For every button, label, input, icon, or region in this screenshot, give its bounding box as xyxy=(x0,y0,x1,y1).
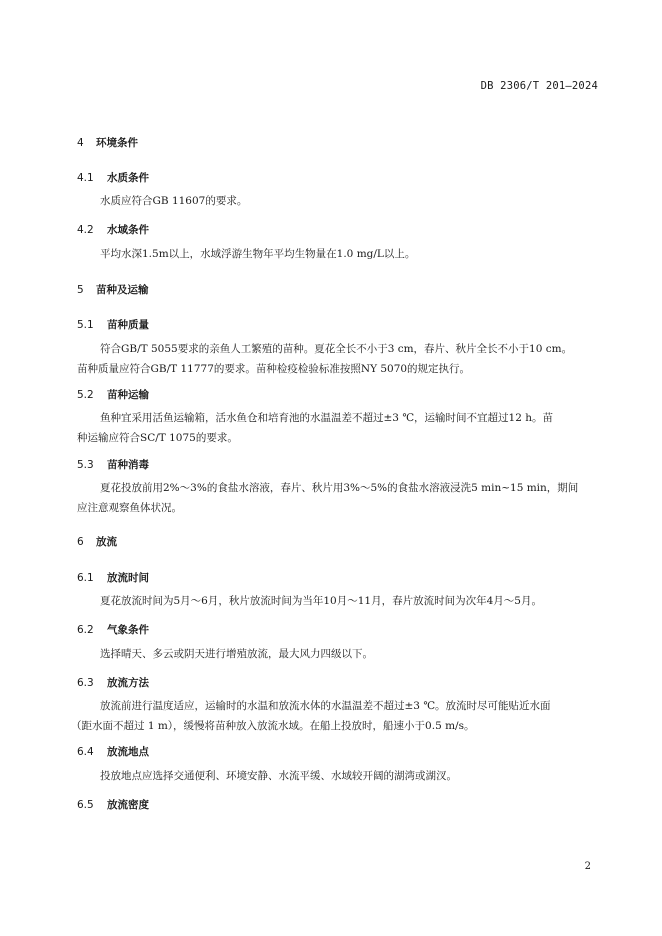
page-number: 2 xyxy=(584,861,591,872)
heading-section-5 xyxy=(77,282,149,297)
section-number: 6.4 xyxy=(77,746,94,758)
heading-section-4-2 xyxy=(77,222,149,237)
section-title: 环境条件 xyxy=(96,137,138,149)
section-title: 放流密度 xyxy=(107,799,149,811)
heading-section-6-5 xyxy=(77,797,149,812)
heading-section-4 xyxy=(77,135,138,150)
section-number: 5 xyxy=(77,284,84,296)
heading-section-6 xyxy=(77,534,117,549)
section-title: 苗种及运输 xyxy=(96,284,149,296)
paragraph-line: 平均水深1.5m以上，水域浮游生物年平均生物量在1.0 mg/L以上。 xyxy=(100,248,416,260)
section-title: 放流方法 xyxy=(107,677,149,689)
section-number: 6.2 xyxy=(77,624,94,636)
paragraph-line: （距水面不超过 1 m），缓慢将苗种放入放流水域。在船上投放时，船速小于0.5 m/s。 xyxy=(71,720,475,732)
section-title: 水质条件 xyxy=(107,172,149,184)
paragraph-line: 夏花放流时间为5月～6月，秋片放流时间为当年10月～11月，春片放流时间为次年4月～5月。 xyxy=(100,595,542,607)
paragraph-4-1 xyxy=(77,191,603,211)
section-title: 放流地点 xyxy=(107,746,149,758)
section-number: 5.1 xyxy=(77,319,94,331)
section-number: 4.2 xyxy=(77,224,94,236)
section-number: 5.2 xyxy=(77,389,94,401)
paragraph-line: 符合GB/T 5055要求的亲鱼人工繁殖的苗种。夏花全长不小于3 cm，春片、秋片全长不小于10 cm。 xyxy=(100,343,573,355)
heading-section-5-2 xyxy=(77,387,149,402)
heading-section-6-1 xyxy=(77,570,149,585)
section-number: 6.1 xyxy=(77,572,94,584)
document-code: DB 2306/T 201—2024 xyxy=(480,80,598,92)
paragraph-line: 放流前进行温度适应，运输时的水温和放流水体的水温温差不超过±3 ℃。放流时尽可能贴近水面 xyxy=(100,700,551,712)
paragraph-6-4 xyxy=(77,766,603,786)
section-title: 放流时间 xyxy=(107,572,149,584)
paragraph-6-1 xyxy=(77,591,603,611)
section-title: 气象条件 xyxy=(107,624,149,636)
heading-section-4-1 xyxy=(77,170,149,185)
section-number: 4 xyxy=(77,137,84,149)
section-title: 苗种运输 xyxy=(107,389,149,401)
paragraph-line: 应注意观察鱼体状况。 xyxy=(77,502,182,514)
section-title: 苗种质量 xyxy=(107,319,149,331)
section-number: 4.1 xyxy=(77,172,94,184)
section-title: 放流 xyxy=(96,536,117,548)
section-number: 6 xyxy=(77,536,84,548)
paragraph-5-1 xyxy=(77,339,603,379)
paragraph-line: 水质应符合GB 11607的要求。 xyxy=(100,195,248,207)
heading-section-5-3 xyxy=(77,457,149,472)
paragraph-line: 夏花投放前用2%～3%的食盐水溶液，春片、秋片用3%～5%的食盐水溶液浸洗5 min~15 min，期间 xyxy=(100,482,579,494)
paragraph-line: 选择晴天、多云或阴天进行增殖放流，最大风力四级以下。 xyxy=(100,648,373,660)
paragraph-line: 种运输应符合SC/T 1075的要求。 xyxy=(77,432,238,444)
paragraph-line: 投放地点应选择交通便利、环境安静、水流平缓、水域较开阔的湖湾或湖汊。 xyxy=(100,770,457,782)
heading-section-6-2 xyxy=(77,622,149,637)
section-number: 5.3 xyxy=(77,459,94,471)
heading-section-6-3 xyxy=(77,675,149,690)
section-title: 水域条件 xyxy=(107,224,149,236)
section-title: 苗种消毒 xyxy=(107,459,149,471)
paragraph-6-2 xyxy=(77,644,603,664)
heading-section-6-4 xyxy=(77,744,149,759)
paragraph-5-3 xyxy=(77,478,603,518)
paragraph-6-3 xyxy=(71,696,603,736)
heading-section-5-1 xyxy=(77,317,149,332)
paragraph-4-2 xyxy=(77,244,603,264)
section-number: 6.5 xyxy=(77,799,94,811)
paragraph-5-2 xyxy=(77,408,603,448)
paragraph-line: 苗种质量应符合GB/T 11777的要求。苗种检疫检验标准按照NY 5070的规定执行。 xyxy=(77,363,471,375)
paragraph-line: 鱼种宜采用活鱼运输箱，活水鱼仓和培育池的水温温差不超过±3 ℃，运输时间不宜超过12 h。苗 xyxy=(100,412,554,424)
section-number: 6.3 xyxy=(77,677,94,689)
